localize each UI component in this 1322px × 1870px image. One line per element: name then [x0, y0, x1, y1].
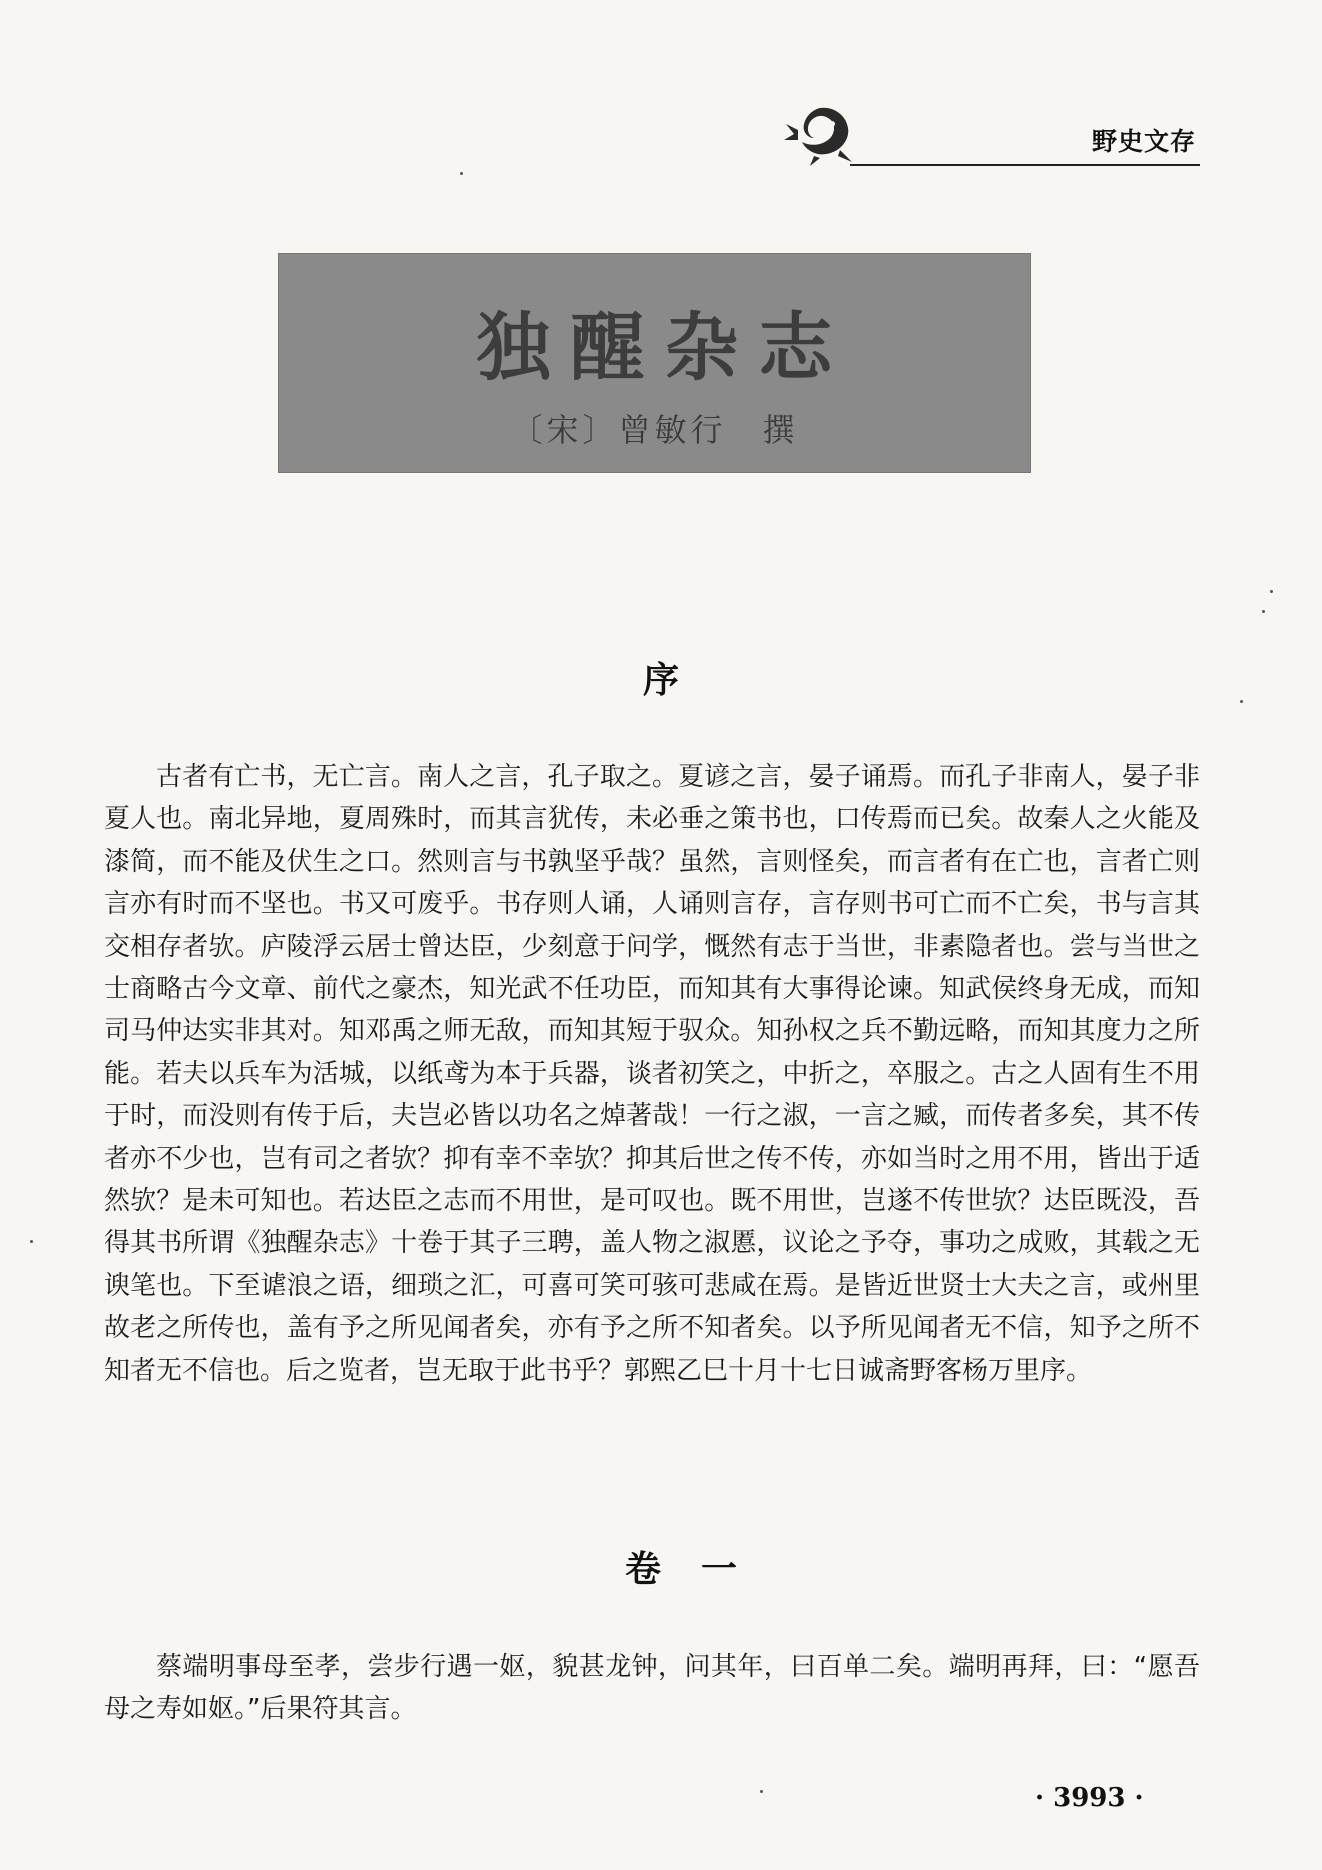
scan-speck	[1262, 610, 1265, 613]
preface-text: 古者有亡书，无亡言。南人之言，孔子取之。夏谚之言，晏子诵焉。而孔子非南人，晏子非夏人也。南北异地，夏周殊时，而其言犹传，未必垂之策书也，口传焉而已矣。故秦人之火能及漆简，而不能及伏生之口。然则言与书孰坚乎哉？虽然，言则怪矣，而言者有在亡也，言者亡则言亦有时而不坚也。书又可废乎。书存则人诵，人诵则言存，言存则书可亡而不亡矣，书与言其交相存者欤。庐陵浮云居士曾达臣，少刻意于问学，慨然有志于当世，非素隐者也。尝与当世之士商略古今文章、前代之豪杰，知光武不任功臣，而知其有大事得论谏。知武侯终身无成，而知司马仲达实非其对。知邓禹之师无敌，而知其短于驭众。知孙权之兵不勤远略，而知其度力之所能。若夫以兵车为活城，以纸鸢为本于兵器，谈者初笑之，中折之，卒服之。古之人固有生不用于时，而没则有传于后，夫岂必皆以功名之焯著哉！一行之淑，一言之臧，而传者多矣，其不传者亦不少也，岂有司之者欤？抑有幸不幸欤？抑其后世之传不传，亦如当时之用不用，皆出于适然欤？是未可知也。若达臣之志而不用世，是可叹也。既不用世，岂遂不传世欤？达臣既没，吾得其书所谓《独醒杂志》十卷于其子三聘，盖人物之淑慝，议论之予夺，事功之成败，其载之无谀笔也。下至谑浪之语，细琐之汇，可喜可笑可骇可悲咸在焉。是皆近世贤士大夫之言，或州里故老之所传也，盖有予之所见闻者矣，亦有予之所不知者矣。以予所见闻者无不信，知予之所不知者无不信也。后之览者，岂无取于此书乎？郭熙乙巳十月十七日诚斋野客杨万里序。	[104, 762, 1200, 1386]
juan-one-entry: 蔡端明事母至孝，尝步行遇一妪，貌甚龙钟，问其年，曰百单二矣。端明再拜，曰：“愿吾母之寿如妪。”后果符其言。	[104, 1652, 1200, 1725]
scan-speck	[30, 1240, 33, 1243]
scan-speck	[460, 172, 463, 175]
book-author: 〔宋〕曾敏行 撰	[510, 411, 799, 449]
page-number: · 3993 ·	[1035, 1783, 1144, 1813]
series-title: 野史文存	[1091, 127, 1196, 156]
juan-one-heading: 卷一	[624, 1549, 777, 1590]
running-header	[780, 100, 1200, 170]
book-title: 独醒杂志	[476, 305, 853, 391]
scan-speck	[1270, 590, 1273, 593]
header-rule	[850, 164, 1200, 166]
title-block	[278, 253, 1031, 473]
dragon-emblem-icon	[780, 100, 860, 170]
scan-speck	[1240, 700, 1243, 703]
scan-speck	[760, 1790, 763, 1793]
preface-heading: 序	[642, 660, 679, 701]
